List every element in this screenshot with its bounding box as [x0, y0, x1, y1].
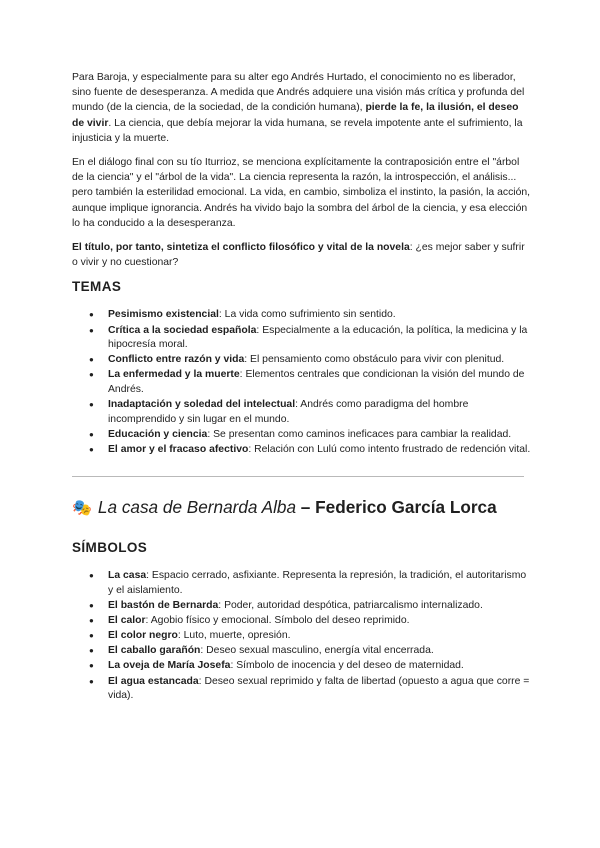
item-desc: : El pensamiento como obstáculo para vivir con plenitud. [244, 354, 505, 366]
item-term: El caballo garañón [108, 645, 201, 657]
item-term: El calor [108, 615, 146, 627]
list-item [72, 629, 532, 644]
list-item [72, 308, 532, 323]
item-term: Inadaptación y soledad del intelectual [108, 399, 296, 410]
list-item [72, 368, 532, 397]
list-item [72, 443, 532, 458]
list-item [72, 599, 532, 614]
intro-paragraph-2: En el diálogo final con su tío Iturrioz, se menciona explícitamente la contraposición entre el "árbol de la ciencia" y el "árbol de la vida". La ciencia representa la razón, la introspección, el análisis... pero también la esterilidad emocional. La vida, en cambio, simboliza el instinto, la pasión, la acción, aunque implique ignorancia. Andrés ha vivido bajo la sombra del árbol de la ciencia, y esa elección lo ha conducido a la desesperanza. [72, 157, 531, 229]
item-term: Conflicto entre razón y vida [108, 354, 245, 366]
item-term: El color negro [108, 630, 178, 642]
item-term: La casa [108, 570, 147, 582]
list-item [72, 398, 532, 427]
item-desc: : Se presentan como caminos ineficaces para cambiar la realidad. [207, 428, 512, 440]
item-desc: : Relación con Lulú como intento frustrado de redención vital. [248, 443, 531, 455]
item-desc: : La vida como sufrimiento sin sentido. [218, 309, 396, 321]
section-divider [72, 476, 524, 477]
temas-heading: TEMAS [72, 279, 122, 295]
item-desc: : Agobio físico y emocional. Símbolo del deseo reprimido. [145, 615, 410, 627]
item-desc: : Especialmente a la educación, la política, la medicina y la hipocresía moral. [108, 324, 528, 351]
list-item [72, 353, 532, 368]
item-term: Crítica a la sociedad española [108, 324, 257, 336]
p1-text-before: Para Baroja, y especialmente para su alter ego Andrés Hurtado, el conocimiento no es liberador, sino fuente de desesperanza. A medida que Andrés adquiere una visión más crítica y profunda del mundo (de la ciencia, de la sociedad, de la condición humana), [72, 72, 525, 114]
item-term: La enfermedad y la muerte [108, 369, 240, 381]
theater-masks-icon: 🎭 [72, 500, 92, 518]
work-heading [72, 497, 532, 518]
work-author: – Federico García Lorca [296, 497, 497, 518]
item-term: El amor y el fracaso afectivo [108, 443, 249, 455]
intro-paragraph-1 [72, 70, 532, 146]
item-desc: : Deseo sexual masculino, energía vital encerrada. [200, 645, 434, 657]
list-item [72, 428, 532, 443]
item-desc: : Espacio cerrado, asfixiante. Representa la represión, la tradición, el autoritarismo y el aislamiento. [108, 570, 527, 596]
item-term: Educación y ciencia [108, 428, 208, 440]
document-body [72, 70, 532, 704]
item-term: El agua estancada [108, 675, 199, 687]
p3-bold-phrase: El título, por tanto, sintetiza el conflicto filosófico y vital de la novela [72, 242, 410, 254]
item-desc: : Poder, autoridad despótica, patriarcalismo internalizado. [218, 600, 483, 612]
item-desc: : Elementos centrales que condicionan la visión del mundo de Andrés. [108, 369, 525, 395]
temas-list [72, 308, 532, 457]
list-item [72, 644, 532, 659]
item-desc: : Luto, muerte, opresión. [177, 630, 291, 642]
item-desc: : Deseo sexual reprimido y falta de libertad (opuesto a agua que corre = vida). [108, 675, 530, 702]
item-term: La oveja de María Josefa [108, 660, 231, 672]
work-title: La casa de Bernarda Alba [97, 497, 297, 518]
list-item [72, 614, 532, 629]
item-term: El bastón de Bernarda [108, 600, 219, 612]
item-desc: : Símbolo de inocencia y del deseo de maternidad. [230, 660, 464, 672]
intro-paragraph-3 [72, 240, 532, 270]
item-desc: : Andrés como paradigma del hombre incomprendido y sin lugar en el mundo. [108, 399, 469, 425]
list-item [72, 569, 532, 598]
list-item [72, 675, 532, 704]
p1-text-after: . La ciencia, que debía mejorar la vida humana, se revela impotente ante el sufrimiento, la injusticia y la muerte. [72, 117, 523, 144]
p1-bold-phrase: pierde la fe, la ilusión, el deseo de vivir [72, 102, 519, 129]
list-item [72, 659, 532, 674]
p3-text-after: : ¿es mejor saber y sufrir o vivir y no cuestionar? [72, 242, 525, 269]
list-item [72, 324, 532, 353]
simbolos-heading: SÍMBOLOS [72, 540, 148, 556]
simbolos-list [72, 569, 532, 703]
item-term: Pesimismo existencial [108, 309, 219, 321]
